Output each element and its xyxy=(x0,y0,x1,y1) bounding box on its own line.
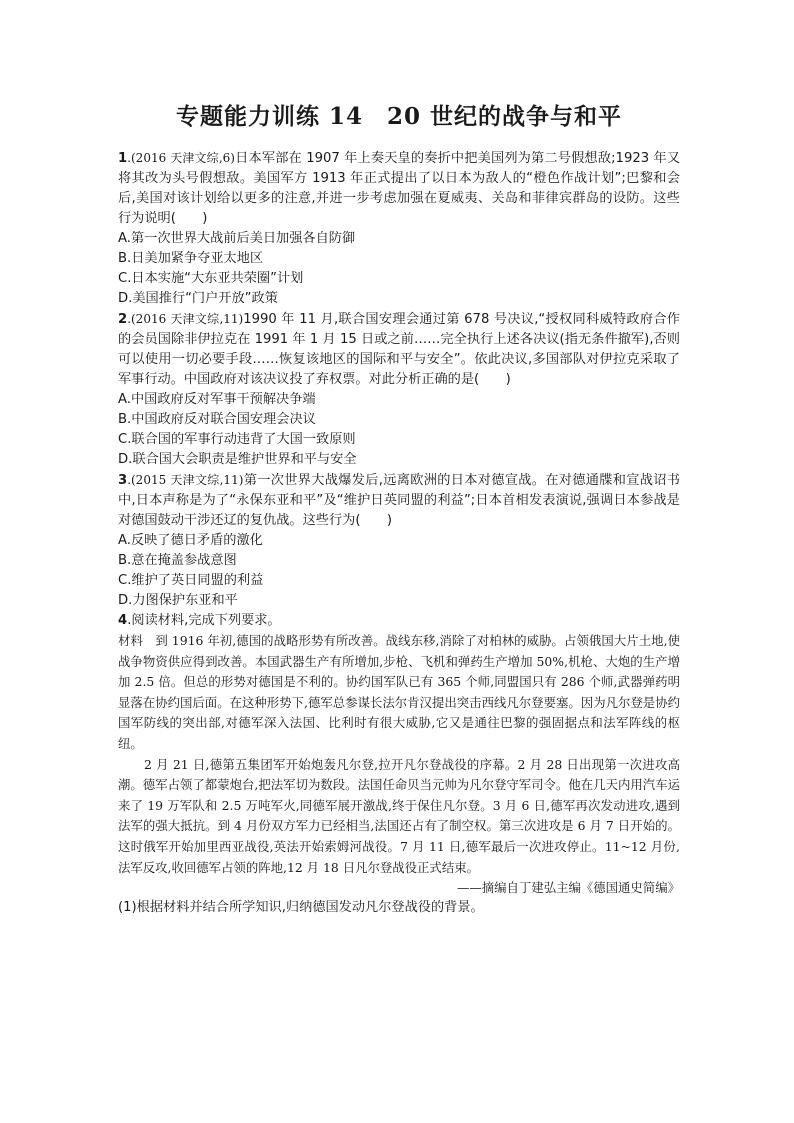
question-3 xyxy=(118,470,680,611)
option-b: B.意在掩盖参战意图 xyxy=(118,553,237,568)
option-a: A.中国政府反对军事干预解决争端 xyxy=(118,392,316,407)
question-1 xyxy=(118,148,680,309)
question-number: 2 xyxy=(118,312,128,327)
question-source: .(2016 天津文综,6) xyxy=(127,151,235,165)
option-c: C.维护了英日同盟的利益 xyxy=(118,573,264,588)
question-text: 日本军部在 1907 年上奏天皇的奏折中把美国列为第二号假想敌;1923 年又将其改为头号假想敌。美国军方 1913 年正式提出了以日本为敌人的“橙色作战计划”;巴黎和会后,美国对该计划给以更多的注意,并进一步考虑加强在夏威夷、关岛和菲律宾群岛的设防。这些行为说明( ) xyxy=(118,151,681,226)
question-text: 第一次世界大战爆发后,远离欧洲的日本对德宣战。在对德通牒和宣战诏书中,日本声称是为了“永保东亚和平”及“维护日英同盟的利益”;日本首相发表演说,强调日本参战是对德国鼓动干涉还辽的复仇战。这些行为( ) xyxy=(118,473,680,528)
material-citation: ——摘编自丁建弘主编《德国通史简编》 xyxy=(456,880,680,896)
option-b: B.日美加紧争夺亚太地区 xyxy=(118,251,264,266)
question-text: .阅读材料,完成下列要求。 xyxy=(127,613,281,628)
option-c: C.联合国的军事行动违背了大国一致原则 xyxy=(118,432,356,447)
option-b: B.中国政府反对联合国安理会决议 xyxy=(118,412,316,427)
document-page xyxy=(118,100,680,918)
option-a: A.第一次世界大战前后美日加强各自防御 xyxy=(118,231,356,246)
material-paragraph: 2 月 21 日,德第五集团军开始炮轰凡尔登,拉开凡尔登战役的序幕。2 月 28 日出现第一次进攻高潮。德军占领了都蒙炮台,把法军切为数段。法国任命贝当元帅为凡尔登守军司令。他在几天内用汽车运来了 19 万军队和 2.5 万吨军火,同德军展开激战,终于保住凡尔登。3 月 6 日,德军再次发动进攻,遇到法军的强大抵抗。到 4 月份双方军力已经相当,法国还占有了制空权。第三次进攻是 6 月 7 日开始的。这时俄军开始加里西亚战役,英法开始索姆河战役。7 月 11 日,德军最后一次进攻停止。11~12 月份,法军反攻,收回德军占领的阵地,12 月 18 日凡尔登战役正式结束。 xyxy=(118,756,680,875)
sub-question-1: (1)根据材料并结合所学知识,归纳德国发动凡尔登战役的背景。 xyxy=(118,900,484,916)
question-2 xyxy=(118,309,680,470)
page-title: 专题能力训练 14 20 世纪的战争与和平 xyxy=(175,103,623,130)
option-d: D.联合国大会职责是维护世界和平与安全 xyxy=(118,452,357,467)
question-text: 1990 年 11 月,联合国安理会通过第 678 号决议,“授权同科威特政府合作的会员国除非伊拉克在 1991 年 1 月 15 日或之前……完全执行上述各决议(指无条件撤军),否则可以使用一切必要手段……恢复该地区的国际和平与安全”。依此决议,多国部队对伊拉克采取了军事行动。中国政府对该决议投了弃权票。对此分析正确的是( ) xyxy=(118,312,680,387)
question-source: .(2016 天津文综,11) xyxy=(127,312,244,326)
option-c: C.日本实施“大东亚共荣圈”计划 xyxy=(118,271,304,286)
option-d: D.力图保护东亚和平 xyxy=(118,593,238,608)
question-number: 4 xyxy=(118,613,128,628)
question-source: .(2015 天津文综,11) xyxy=(127,473,244,487)
option-a: A.反映了德日矛盾的激化 xyxy=(118,533,263,548)
question-number: 1 xyxy=(118,151,128,166)
question-stem xyxy=(118,470,680,531)
question-stem xyxy=(118,148,680,229)
option-d: D.美国推行“门户开放”政策 xyxy=(118,291,278,306)
question-stem xyxy=(118,611,680,631)
material-paragraph: 材料 到 1916 年初,德国的战略形势有所改善。战线东移,消除了对柏林的威胁。占领俄国大片土地,使战争物资供应得到改善。本国武器生产有所增加,步枪、飞机和弹药生产增加 50%,机枪、大炮的生产增加 2.5 倍。但总的形势对德国是不利的。协约国军队已有 365 个师,同盟国只有 286 个师,武器弹药明显落在协约国后面。在这种形势下,德军总参谋长法尔肯汉提出突击西线凡尔登要塞。因为凡尔登是协约国军防线的突出部,对德军深入法国、比利时有很大威胁,它又是通往巴黎的强固据点和法军阵线的枢纽。 xyxy=(118,633,680,751)
question-number: 3 xyxy=(118,473,128,488)
question-stem xyxy=(118,309,680,390)
question-4 xyxy=(118,611,680,918)
